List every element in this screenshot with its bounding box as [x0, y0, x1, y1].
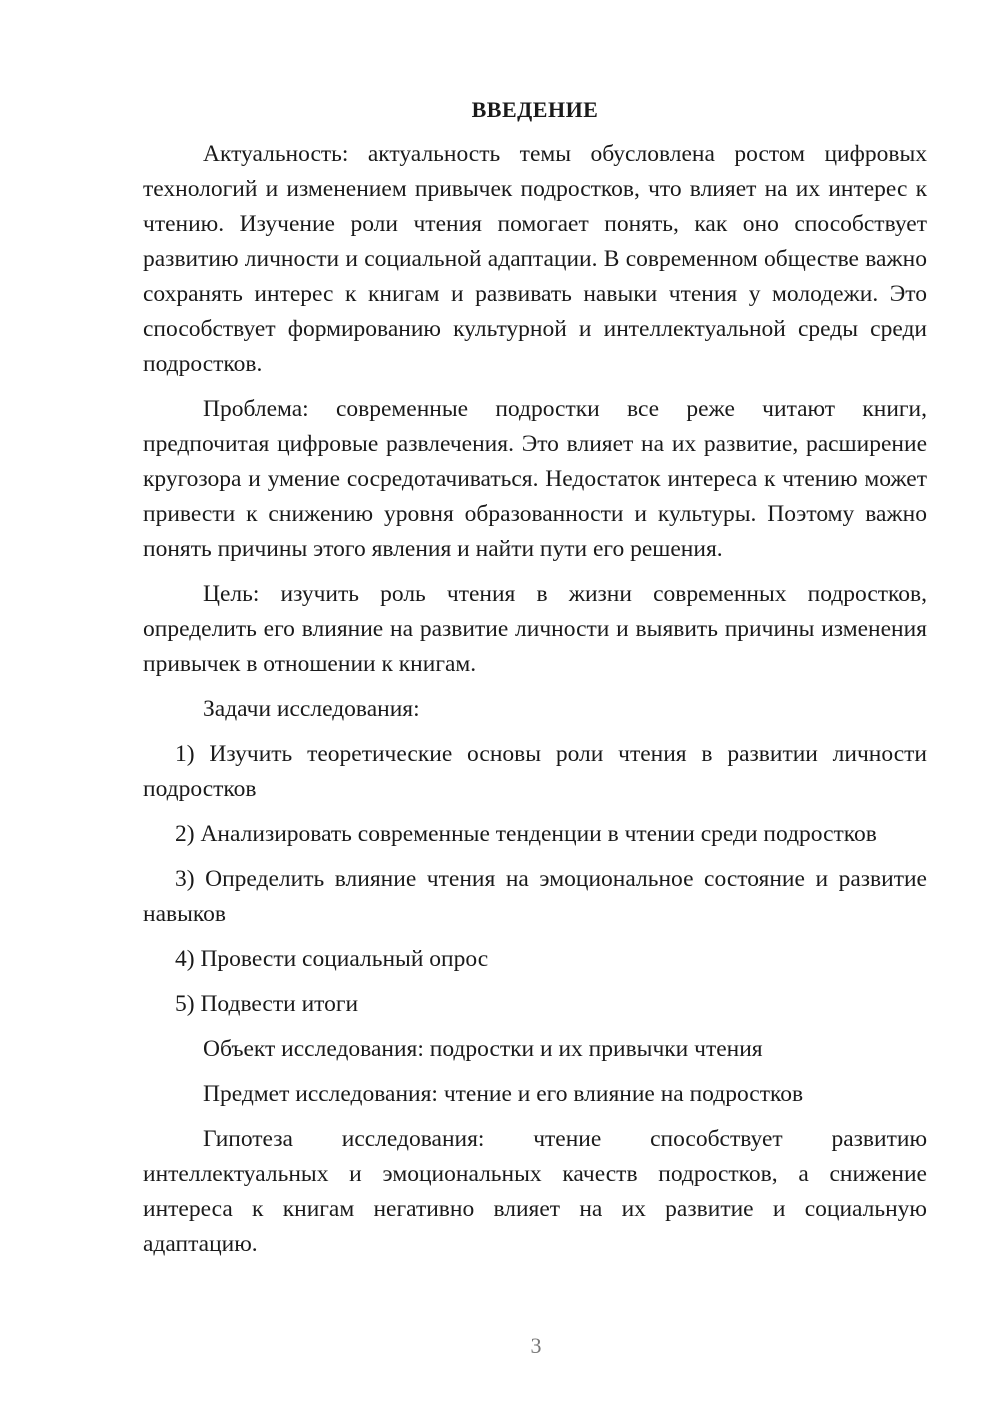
- task-item-3: 3) Определить влияние чтения на эмоциональное состояние и развитие навыков: [143, 866, 927, 927]
- section-title: ВВЕДЕНИЕ: [471, 97, 599, 122]
- paragraph-problem: Проблема: современные подростки все реже читают книги, предпочитая цифровые развлечения. Это влияет на их развитие, расширение кругозора и умение сосредотачиваться. Недостаток интереса к чтению может привести к снижению уровня образованности и культуры. Поэтому важно понять причины этого явления и найти пути его решения.: [143, 396, 927, 562]
- page-content: [143, 92, 927, 1272]
- paragraph-goal: Цель: изучить роль чтения в жизни современных подростков, определить его влияние на развитие личности и выявить причины изменения привычек в отношении к книгам.: [143, 581, 927, 677]
- research-subject: Предмет исследования: чтение и его влияние на подростков: [203, 1081, 804, 1107]
- tasks-heading: Задачи исследования:: [203, 696, 420, 722]
- task-item-2: 2) Анализировать современные тенденции в чтении среди подростков: [175, 821, 877, 847]
- page-number: 3: [530, 1333, 542, 1358]
- research-object: Объект исследования: подростки и их привычки чтения: [203, 1036, 763, 1062]
- task-item-5: 5) Подвести итоги: [175, 991, 359, 1017]
- task-item-4: 4) Провести социальный опрос: [175, 946, 489, 972]
- research-hypothesis: Гипотеза исследования: чтение способствует развитию интеллектуальных и эмоциональных качеств подростков, а снижение интереса к книгам негативно влияет на их развитие и социальную адаптацию.: [143, 1126, 927, 1257]
- task-item-1: 1) Изучить теоретические основы роли чтения в развитии личности подростков: [143, 741, 927, 802]
- paragraph-relevance: Актуальность: актуальность темы обусловлена ростом цифровых технологий и изменением привычек подростков, что влияет на их интерес к чтению. Изучение роли чтения помогает понять, как оно способствует развитию личности и социальной адаптации. В современном обществе важно сохранять интерес к книгам и развивать навыки чтения у молодежи. Это способствует формированию культурной и интеллектуальной среды среди подростков.: [143, 141, 927, 377]
